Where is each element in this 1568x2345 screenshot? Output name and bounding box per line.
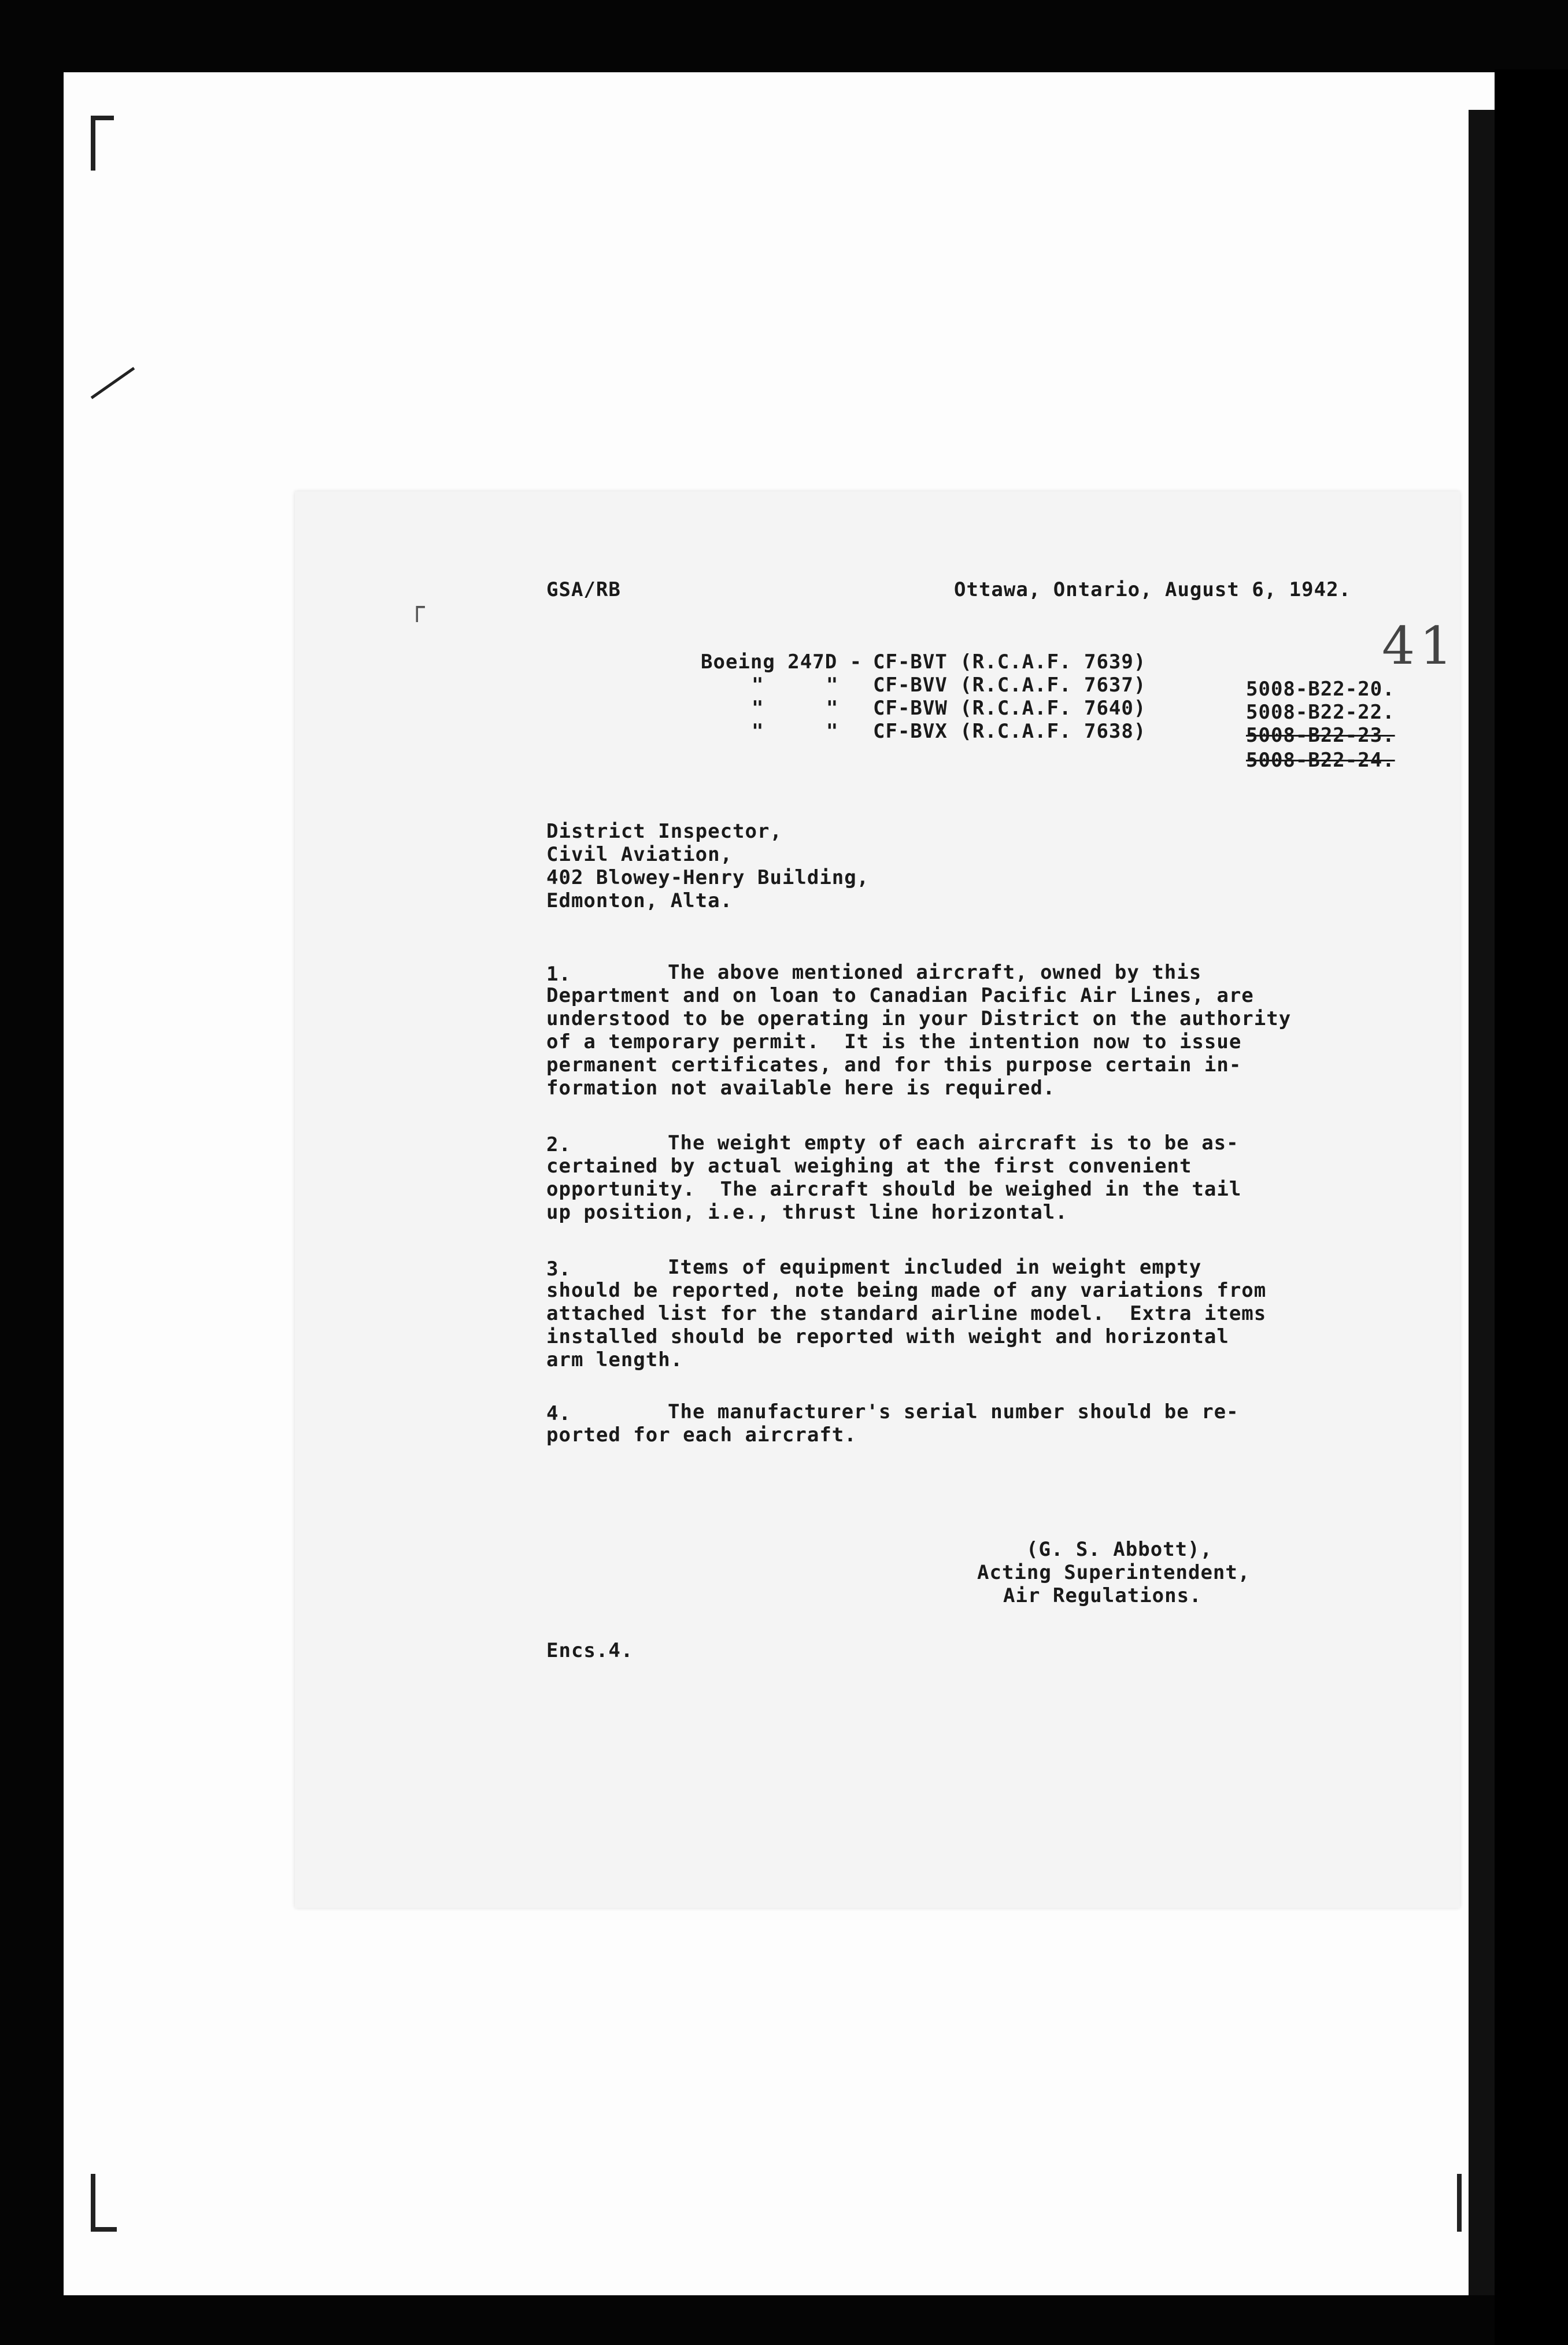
address-line: Civil Aviation, [546, 843, 733, 866]
aircraft-registration: CF-BVT (R.C.A.F. 7639) [873, 650, 1147, 674]
paragraph-number: 1. [546, 963, 571, 986]
paragraph-line: Items of equipment included in weight empty [668, 1256, 1202, 1279]
paragraph-number: 3. [546, 1257, 571, 1281]
page-edge-shadow [1469, 110, 1497, 2295]
aircraft-model: " " [752, 674, 839, 697]
address-line: District Inspector, [546, 820, 782, 843]
paragraph-line: arm length. [546, 1348, 683, 1371]
file-number: 5008-B22-20. [1246, 678, 1395, 701]
crop-mark-top-left [91, 116, 114, 120]
paragraph-line: up position, i.e., thrust line horizontal. [546, 1201, 1068, 1224]
paragraph-line: attached list for the standard airline model. Extra items [546, 1302, 1267, 1325]
crop-mark-bottom-left [91, 2174, 95, 2232]
paragraph-line: formation not available here is required. [546, 1077, 1056, 1100]
paragraph-line: installed should be reported with weight and horizontal [546, 1325, 1229, 1348]
address-line: 402 Blowey-Henry Building, [546, 866, 870, 889]
paragraph-line: Department and on loan to Canadian Pacific Air Lines, are [546, 984, 1254, 1007]
aircraft-registration: CF-BVX (R.C.A.F. 7638) [873, 720, 1147, 743]
aircraft-model: " " [752, 720, 839, 743]
reference-code: GSA/RB [546, 578, 621, 601]
paragraph-line: should be reported, note being made of any variations from [546, 1279, 1267, 1302]
enclosures-note: Encs.4. [546, 1639, 634, 1662]
aircraft-model: Boeing 247D - [701, 650, 863, 674]
address-line: Edmonton, Alta. [546, 889, 733, 912]
paragraph-line: permanent certificates, and for this purpose certain in- [546, 1053, 1242, 1077]
crop-mark-bottom-left [91, 2227, 117, 2232]
margin-bracket: ┌ [409, 593, 426, 622]
signatory-title: Acting Superintendent, [977, 1561, 1251, 1584]
paragraph-line: of a temporary permit. It is the intention now to issue [546, 1030, 1242, 1053]
aircraft-registration: CF-BVV (R.C.A.F. 7637) [873, 674, 1147, 697]
crop-mark-top-left [91, 116, 95, 171]
paragraph-line: The manufacturer's serial number should be re- [668, 1400, 1239, 1423]
paragraph-line: opportunity. The aircraft should be weighed in the tail [546, 1178, 1242, 1201]
paragraph-line: understood to be operating in your District on the authority [546, 1007, 1292, 1030]
paragraph-number: 2. [546, 1133, 571, 1156]
paragraph-line: ported for each aircraft. [546, 1423, 857, 1447]
file-number: 5008-B22-22. [1246, 701, 1395, 724]
place-date: Ottawa, Ontario, August 6, 1942. [954, 578, 1352, 601]
signatory-name: (G. S. Abbott), [1026, 1538, 1213, 1561]
aircraft-model: " " [752, 697, 839, 720]
file-number: 5008-B22-23. [1246, 724, 1395, 747]
paragraph-line: certained by actual weighing at the first convenient [546, 1155, 1192, 1178]
aircraft-registration: CF-BVW (R.C.A.F. 7640) [873, 697, 1147, 720]
paragraph-line: The weight empty of each aircraft is to be as- [668, 1131, 1239, 1155]
file-number: 5008-B22-24. [1246, 749, 1395, 772]
paragraph-number: 4. [546, 1402, 571, 1425]
paragraph-line: The above mentioned aircraft, owned by this [668, 961, 1202, 984]
handwritten-mark: 41 [1382, 616, 1458, 676]
film-border [1495, 69, 1568, 2345]
signatory-branch: Air Regulations. [1003, 1584, 1202, 1607]
crop-mark-bottom-right [1457, 2174, 1462, 2232]
